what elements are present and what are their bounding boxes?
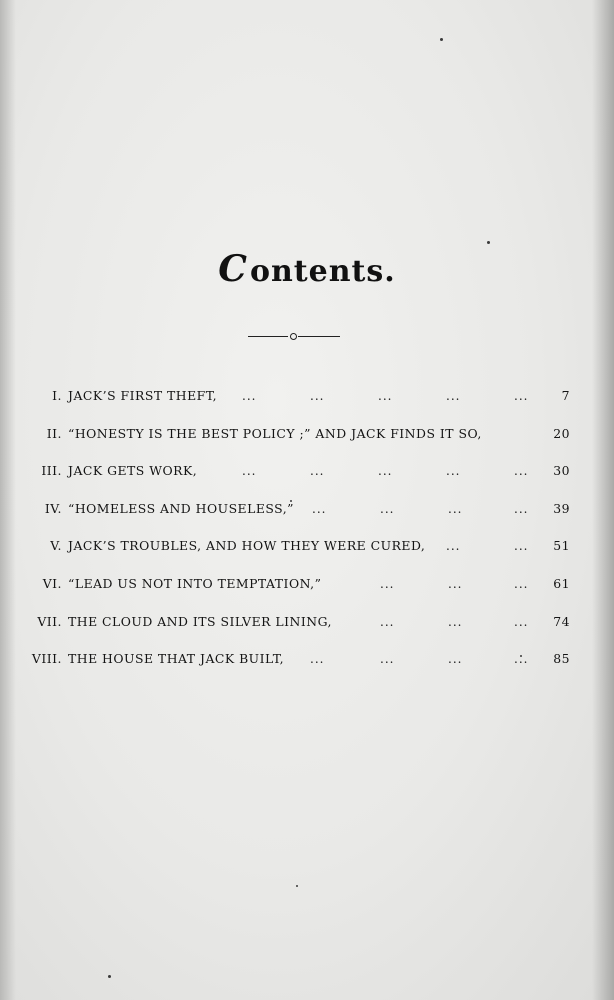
leader-dots: ... bbox=[448, 501, 463, 516]
leader-dots: ... bbox=[380, 576, 395, 591]
leader-dots: ... bbox=[242, 389, 257, 403]
toc-entry bbox=[18, 496, 570, 534]
chapter-title: JACK’S TROUBLES, AND HOW THEY WERE CURED, bbox=[68, 538, 426, 554]
chapter-number: III. bbox=[41, 463, 62, 479]
leader-dots: ... bbox=[310, 464, 325, 479]
toc-entry bbox=[18, 383, 570, 421]
ornamental-rule bbox=[248, 335, 340, 338]
leader-dots: ... bbox=[448, 614, 463, 629]
table-of-contents bbox=[18, 383, 570, 684]
leader-dots: ... bbox=[514, 614, 529, 629]
chapter-number: II. bbox=[46, 425, 62, 441]
leader-dots: ... bbox=[514, 501, 529, 516]
leader-dots: ... bbox=[446, 389, 461, 403]
page-number: 51 bbox=[553, 538, 570, 554]
chapter-title: “HONESTY IS THE BEST POLICY ;” AND JACK FINDS IT SO, bbox=[68, 425, 482, 441]
leader-dots: ... bbox=[446, 539, 461, 554]
leader-dots: ... bbox=[242, 464, 257, 479]
toc-entry bbox=[18, 646, 570, 684]
page-number: 61 bbox=[553, 575, 570, 591]
page-number: 85 bbox=[553, 651, 570, 667]
page-number: 7 bbox=[561, 388, 570, 403]
page-number: 30 bbox=[553, 463, 570, 479]
page-edge-shadow-right bbox=[592, 0, 614, 1000]
chapter-title: THE CLOUD AND ITS SILVER LINING, bbox=[68, 613, 332, 629]
page-number: 39 bbox=[553, 500, 570, 516]
leader-dots: ... bbox=[514, 464, 529, 479]
leader-dots: ... bbox=[448, 576, 463, 591]
page-edge-shadow-left bbox=[0, 0, 16, 1000]
leader-dots: ... bbox=[514, 652, 529, 667]
leader-dots: ... bbox=[514, 389, 529, 403]
rule-line-right bbox=[298, 336, 340, 337]
chapter-number: I. bbox=[52, 388, 62, 403]
leader-dots: ... bbox=[514, 576, 529, 591]
heading-initial: C bbox=[218, 248, 248, 290]
toc-entry bbox=[18, 571, 570, 609]
chapter-title: “LEAD US NOT INTO TEMPTATION,” bbox=[68, 575, 322, 591]
leader-dots: ... bbox=[380, 501, 395, 516]
chapter-number: V. bbox=[50, 538, 62, 554]
leader-dots: ... bbox=[312, 501, 327, 516]
leader-dots: ... bbox=[448, 652, 463, 667]
toc-entry bbox=[18, 421, 570, 459]
leader-dots: ... bbox=[378, 464, 393, 479]
ink-speck bbox=[108, 975, 111, 978]
chapter-title: THE HOUSE THAT JACK BUILT, bbox=[68, 651, 285, 667]
rule-line-left bbox=[248, 336, 288, 337]
leader-dots: ... bbox=[514, 539, 529, 554]
contents-heading bbox=[0, 248, 614, 290]
chapter-number: VI. bbox=[42, 575, 62, 591]
chapter-number: VII. bbox=[37, 613, 62, 629]
leader-dots: ... bbox=[380, 652, 395, 667]
chapter-title: JACK GETS WORK, bbox=[68, 463, 198, 479]
toc-entry bbox=[18, 533, 570, 571]
chapter-title: “HOMELESS AND HOUSELESS,” bbox=[68, 500, 294, 516]
heading-text: ontents. bbox=[249, 254, 396, 289]
leader-dots: ... bbox=[310, 652, 325, 667]
page-number: 74 bbox=[553, 613, 570, 629]
ink-speck bbox=[487, 241, 490, 244]
toc-entry bbox=[18, 458, 570, 496]
leader-dots: ... bbox=[446, 464, 461, 479]
ink-speck bbox=[440, 38, 443, 41]
rule-ornament bbox=[290, 333, 297, 340]
toc-entry bbox=[18, 609, 570, 647]
page-number: 20 bbox=[553, 425, 570, 441]
chapter-number: VIII. bbox=[31, 651, 62, 667]
ink-speck bbox=[296, 885, 298, 887]
leader-dots: ... bbox=[310, 389, 325, 403]
chapter-number: IV. bbox=[44, 500, 62, 516]
chapter-title: JACK’S FIRST THEFT, bbox=[68, 388, 218, 403]
leader-dots: ... bbox=[378, 389, 393, 403]
leader-dots: ... bbox=[380, 614, 395, 629]
